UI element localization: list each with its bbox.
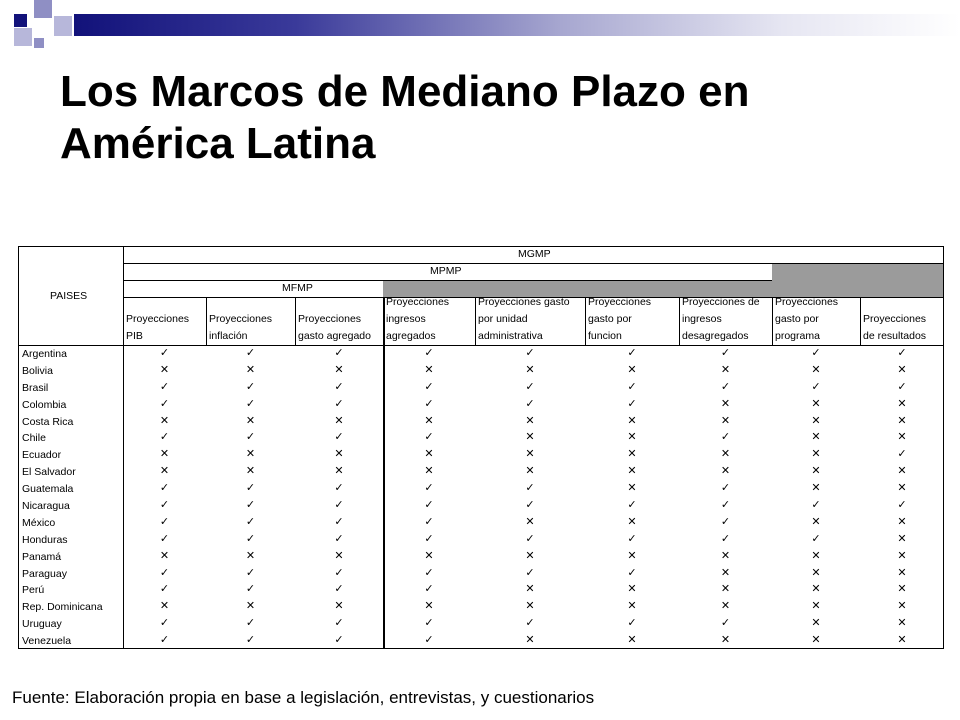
cross-mark: ✕	[525, 414, 535, 427]
check-mark: ✓	[525, 397, 535, 410]
check-mark: ✓	[897, 448, 907, 461]
grid-line	[383, 297, 385, 649]
check-mark: ✓	[627, 397, 637, 410]
grid-line	[123, 280, 772, 281]
check-mark: ✓	[720, 482, 731, 495]
cross-mark: ✕	[897, 532, 907, 545]
slide-title	[60, 66, 900, 170]
deco-square-light	[34, 0, 52, 18]
check-mark: ✓	[159, 515, 170, 528]
grid-line	[475, 297, 476, 345]
grid-line	[18, 246, 944, 247]
check-mark: ✓	[245, 634, 256, 647]
column-header-line: Proyecciones	[298, 313, 362, 325]
cross-mark: ✕	[897, 634, 907, 647]
column-header-line: programa	[775, 330, 820, 342]
cross-mark: ✕	[525, 363, 535, 376]
cross-mark: ✕	[897, 549, 907, 562]
cross-mark: ✕	[525, 600, 535, 613]
check-mark: ✓	[627, 617, 637, 630]
row-country: Panamá	[22, 550, 62, 563]
column-header-line: Proyecciones gasto	[478, 296, 570, 308]
column-header-line: Proyecciones	[126, 313, 190, 325]
check-mark: ✓	[811, 532, 821, 545]
row-country: Chile	[22, 432, 46, 445]
check-mark: ✓	[245, 482, 256, 495]
cross-mark: ✕	[720, 549, 731, 562]
column-header-line: gasto por	[775, 313, 819, 325]
check-mark: ✓	[245, 499, 256, 511]
cross-mark: ✕	[424, 448, 434, 461]
cross-mark: ✕	[811, 363, 821, 376]
column-header-line: Proyecciones de	[682, 296, 760, 308]
cross-mark: ✕	[897, 617, 907, 630]
cross-mark: ✕	[334, 363, 344, 376]
deco-square-light	[34, 38, 44, 48]
row-country: Honduras	[22, 533, 68, 546]
cross-mark: ✕	[811, 414, 821, 427]
grid-line	[860, 297, 861, 345]
column-header-line: de resultados	[863, 330, 927, 342]
column-header-line: gasto por	[588, 313, 632, 325]
check-mark: ✓	[720, 499, 731, 511]
check-mark: ✓	[424, 380, 434, 393]
cross-mark: ✕	[627, 448, 637, 461]
check-mark: ✓	[525, 380, 535, 393]
check-mark: ✓	[245, 431, 256, 444]
cross-mark: ✕	[811, 549, 821, 562]
cross-mark: ✕	[897, 600, 907, 613]
check-mark: ✓	[525, 347, 535, 359]
deco-square-light	[14, 28, 32, 46]
cross-mark: ✕	[720, 634, 731, 647]
group-label-mfmp: MFMP	[282, 282, 313, 294]
check-mark: ✓	[245, 380, 256, 393]
cross-mark: ✕	[897, 397, 907, 410]
cross-mark: ✕	[159, 448, 170, 461]
cross-mark: ✕	[897, 566, 907, 579]
cross-mark: ✕	[245, 448, 256, 461]
cross-mark: ✕	[811, 397, 821, 410]
cross-mark: ✕	[627, 431, 637, 444]
check-mark: ✓	[159, 482, 170, 495]
row-country: Perú	[22, 584, 45, 597]
cross-mark: ✕	[897, 515, 907, 528]
grid-line	[18, 246, 19, 649]
deco-square-light	[54, 16, 72, 36]
grid-line	[206, 297, 207, 345]
check-mark: ✓	[424, 347, 434, 359]
cross-mark: ✕	[424, 600, 434, 613]
check-mark: ✓	[897, 499, 907, 511]
row-country: Ecuador	[22, 449, 62, 462]
row-country: Argentina	[22, 348, 67, 360]
check-mark: ✓	[245, 515, 256, 528]
cross-mark: ✕	[159, 414, 170, 427]
column-header-line: administrativa	[478, 330, 543, 342]
check-mark: ✓	[525, 482, 535, 495]
check-mark: ✓	[334, 515, 344, 528]
row-country: Bolivia	[22, 364, 53, 377]
check-mark: ✓	[424, 566, 434, 579]
cross-mark: ✕	[334, 448, 344, 461]
row-country: Guatemala	[22, 483, 74, 496]
cross-mark: ✕	[159, 465, 170, 478]
row-country: Paraguay	[22, 567, 67, 580]
check-mark: ✓	[720, 380, 731, 393]
check-mark: ✓	[334, 566, 344, 579]
cross-mark: ✕	[334, 414, 344, 427]
check-mark: ✓	[159, 397, 170, 410]
cross-mark: ✕	[159, 549, 170, 562]
check-mark: ✓	[627, 380, 637, 393]
cross-mark: ✕	[720, 583, 731, 596]
column-header-line: Proyecciones	[863, 313, 927, 325]
column-header-line: Proyecciones	[386, 296, 450, 308]
check-mark: ✓	[525, 566, 535, 579]
check-mark: ✓	[159, 347, 170, 359]
cross-mark: ✕	[720, 465, 731, 478]
row-country: Uruguay	[22, 618, 62, 631]
cross-mark: ✕	[897, 465, 907, 478]
cross-mark: ✕	[424, 363, 434, 376]
cross-mark: ✕	[811, 515, 821, 528]
check-mark: ✓	[334, 532, 344, 545]
check-mark: ✓	[334, 347, 344, 359]
check-mark: ✓	[424, 499, 434, 511]
check-mark: ✓	[897, 380, 907, 393]
check-mark: ✓	[245, 347, 256, 359]
grid-line	[943, 246, 944, 649]
check-mark: ✓	[159, 566, 170, 579]
grid-line	[383, 297, 384, 345]
cross-mark: ✕	[424, 465, 434, 478]
cross-mark: ✕	[811, 431, 821, 444]
cross-mark: ✕	[627, 634, 637, 647]
check-mark: ✓	[627, 347, 637, 359]
row-country: El Salvador	[22, 466, 76, 479]
slide-title-line: América Latina	[60, 119, 376, 168]
column-header-line: agregados	[386, 330, 436, 342]
cross-mark: ✕	[720, 414, 731, 427]
column-header-line: inflación	[209, 330, 248, 342]
source-footnote: Fuente: Elaboración propia en base a legislación, entrevistas, y cuestionarios	[12, 688, 595, 707]
check-mark: ✓	[720, 617, 731, 630]
check-mark: ✓	[245, 617, 256, 630]
cross-mark: ✕	[720, 566, 731, 579]
check-mark: ✓	[720, 532, 731, 545]
check-mark: ✓	[159, 617, 170, 630]
cross-mark: ✕	[720, 363, 731, 376]
cross-mark: ✕	[811, 566, 821, 579]
row-country: México	[22, 516, 56, 529]
column-header-line: PIB	[126, 330, 143, 342]
cross-mark: ✕	[720, 600, 731, 613]
check-mark: ✓	[159, 380, 170, 393]
check-mark: ✓	[424, 583, 434, 596]
check-mark: ✓	[627, 499, 637, 511]
row-country: Nicaragua	[22, 500, 70, 512]
check-mark: ✓	[627, 566, 637, 579]
check-mark: ✓	[424, 634, 434, 647]
check-mark: ✓	[811, 347, 821, 359]
column-header-line: Proyecciones	[209, 313, 273, 325]
cross-mark: ✕	[159, 600, 170, 613]
cross-mark: ✕	[627, 549, 637, 562]
cross-mark: ✕	[334, 600, 344, 613]
cross-mark: ✕	[525, 634, 535, 647]
cross-mark: ✕	[245, 600, 256, 613]
header-gradient-bar	[74, 14, 960, 36]
slide-title-line: Los Marcos de Mediano Plazo en	[60, 67, 750, 116]
cross-mark: ✕	[627, 600, 637, 613]
comparison-table	[18, 246, 944, 649]
check-mark: ✓	[424, 482, 434, 495]
cross-mark: ✕	[525, 549, 535, 562]
column-header-line: desagregados	[682, 330, 749, 342]
cross-mark: ✕	[811, 482, 821, 495]
cross-mark: ✕	[334, 465, 344, 478]
cross-mark: ✕	[334, 549, 344, 562]
cross-mark: ✕	[897, 482, 907, 495]
check-mark: ✓	[245, 583, 256, 596]
check-mark: ✓	[811, 499, 821, 511]
check-mark: ✓	[245, 397, 256, 410]
check-mark: ✓	[334, 482, 344, 495]
deco-square-dark	[14, 14, 27, 27]
row-country: Brasil	[22, 381, 49, 394]
column-header-line: por unidad	[478, 313, 528, 325]
cross-mark: ✕	[245, 414, 256, 427]
cross-mark: ✕	[897, 583, 907, 596]
cross-mark: ✕	[811, 634, 821, 647]
cross-mark: ✕	[525, 448, 535, 461]
cross-mark: ✕	[424, 414, 434, 427]
check-mark: ✓	[159, 499, 170, 511]
cross-mark: ✕	[159, 363, 170, 376]
cross-mark: ✕	[627, 465, 637, 478]
check-mark: ✓	[627, 532, 637, 545]
grid-line	[772, 297, 773, 345]
check-mark: ✓	[334, 397, 344, 410]
cross-mark: ✕	[627, 414, 637, 427]
cross-mark: ✕	[897, 431, 907, 444]
cross-mark: ✕	[627, 583, 637, 596]
check-mark: ✓	[159, 583, 170, 596]
row-country: Venezuela	[22, 635, 72, 648]
cross-mark: ✕	[811, 600, 821, 613]
check-mark: ✓	[334, 499, 344, 511]
column-header-line: Proyecciones	[588, 296, 652, 308]
check-mark: ✓	[424, 617, 434, 630]
cross-mark: ✕	[627, 482, 637, 495]
grid-line	[679, 297, 680, 345]
check-mark: ✓	[424, 397, 434, 410]
group-label-mgmp: MGMP	[518, 248, 551, 260]
column-header-line: ingresos	[386, 313, 426, 325]
check-mark: ✓	[334, 634, 344, 647]
shaded-region	[772, 263, 944, 297]
cross-mark: ✕	[811, 448, 821, 461]
check-mark: ✓	[811, 380, 821, 393]
cross-mark: ✕	[525, 431, 535, 444]
cross-mark: ✕	[720, 448, 731, 461]
check-mark: ✓	[159, 431, 170, 444]
row-country: Costa Rica	[22, 415, 74, 428]
grid-line	[123, 263, 944, 264]
cross-mark: ✕	[245, 363, 256, 376]
cross-mark: ✕	[897, 363, 907, 376]
column-header-line: ingresos	[682, 313, 722, 325]
grid-line	[123, 246, 124, 649]
grid-line	[18, 648, 944, 649]
check-mark: ✓	[334, 380, 344, 393]
cross-mark: ✕	[627, 515, 637, 528]
cross-mark: ✕	[245, 549, 256, 562]
check-mark: ✓	[525, 499, 535, 511]
cross-mark: ✕	[245, 465, 256, 478]
cross-mark: ✕	[525, 465, 535, 478]
check-mark: ✓	[720, 347, 731, 359]
corner-label-paises: PAISES	[50, 290, 88, 302]
check-mark: ✓	[159, 532, 170, 545]
cross-mark: ✕	[525, 583, 535, 596]
check-mark: ✓	[525, 617, 535, 630]
column-header-line: gasto agregado	[298, 330, 371, 342]
check-mark: ✓	[424, 431, 434, 444]
cross-mark: ✕	[811, 583, 821, 596]
row-country: Colombia	[22, 398, 67, 411]
grid-line	[585, 297, 586, 345]
check-mark: ✓	[897, 347, 907, 359]
check-mark: ✓	[720, 515, 731, 528]
check-mark: ✓	[334, 617, 344, 630]
check-mark: ✓	[245, 532, 256, 545]
cross-mark: ✕	[424, 549, 434, 562]
cross-mark: ✕	[897, 414, 907, 427]
check-mark: ✓	[720, 431, 731, 444]
cross-mark: ✕	[811, 465, 821, 478]
row-country: Rep. Dominicana	[22, 601, 103, 614]
check-mark: ✓	[424, 515, 434, 528]
cross-mark: ✕	[811, 617, 821, 630]
check-mark: ✓	[525, 532, 535, 545]
column-header-line: funcion	[588, 330, 622, 342]
cross-mark: ✕	[720, 397, 731, 410]
column-header-line: Proyecciones	[775, 296, 839, 308]
group-label-mpmp: MPMP	[430, 265, 462, 277]
cross-mark: ✕	[525, 515, 535, 528]
check-mark: ✓	[245, 566, 256, 579]
check-mark: ✓	[334, 431, 344, 444]
check-mark: ✓	[334, 583, 344, 596]
grid-line	[295, 297, 296, 345]
cross-mark: ✕	[627, 363, 637, 376]
check-mark: ✓	[159, 634, 170, 647]
check-mark: ✓	[424, 532, 434, 545]
